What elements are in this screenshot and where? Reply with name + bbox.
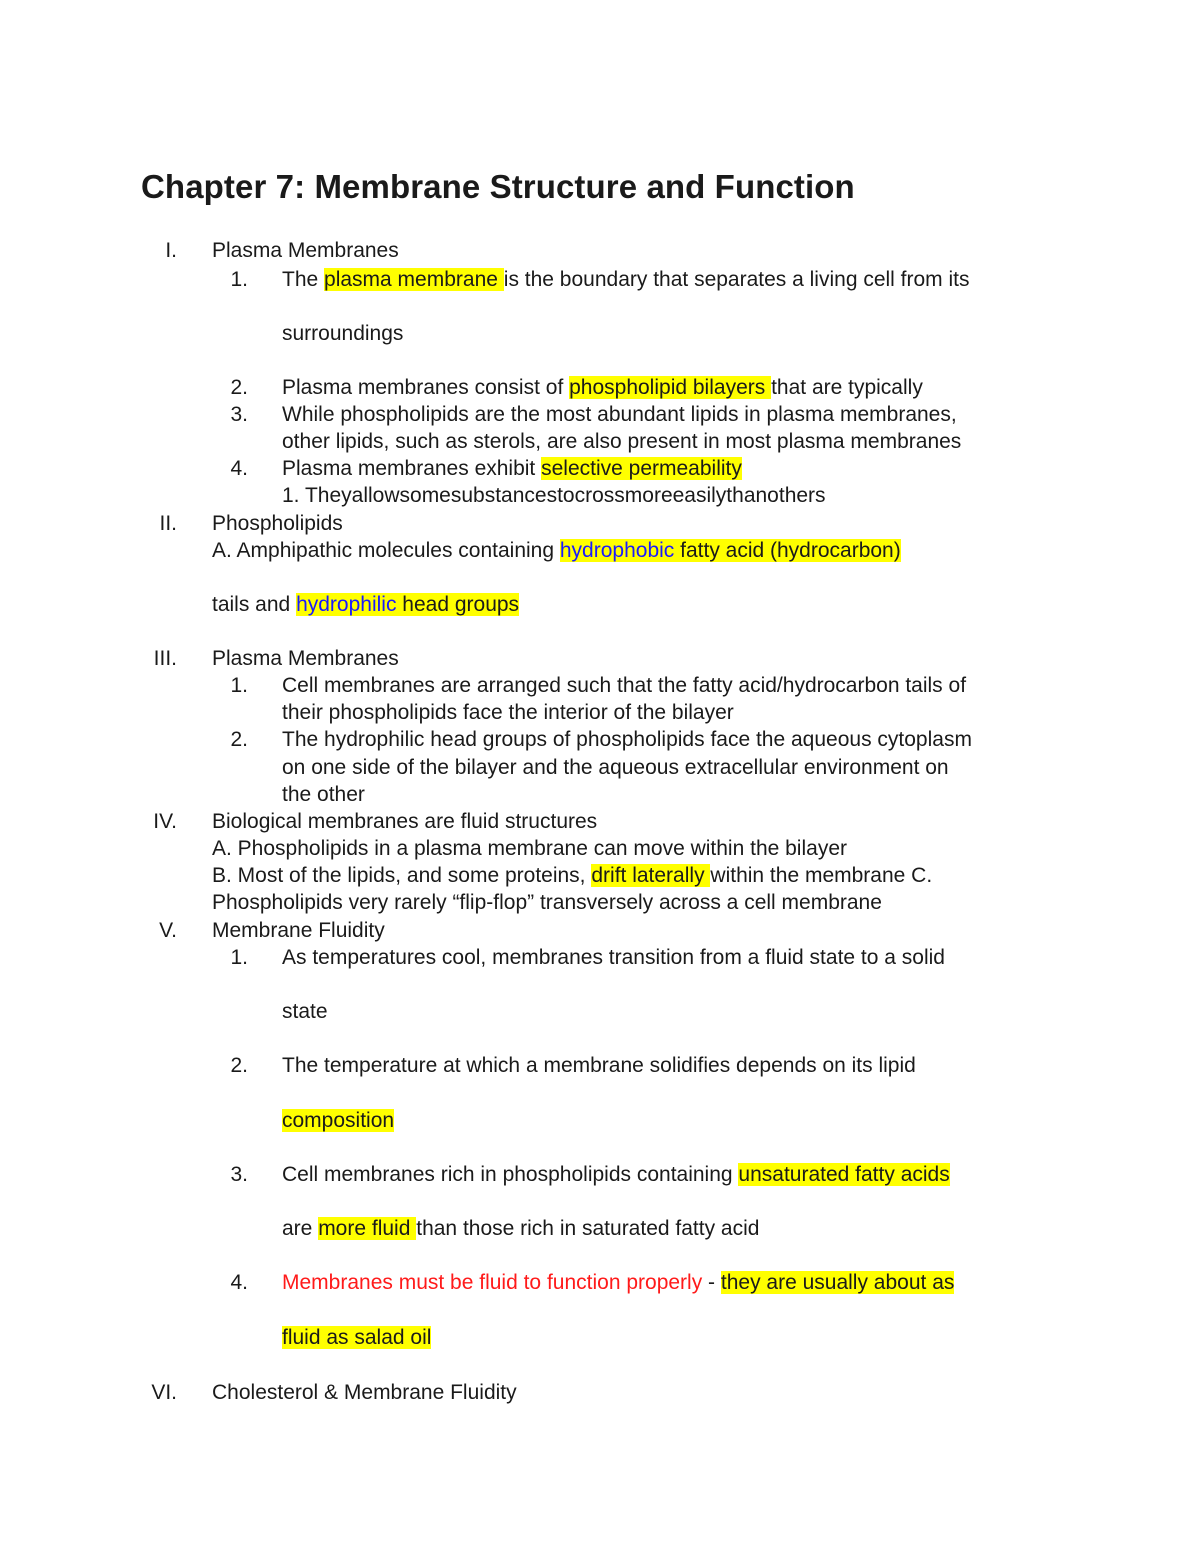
section-heading: Phospholipids bbox=[212, 512, 343, 535]
list-item-continuation: their phospholipids face the interior of the bilayer bbox=[282, 701, 734, 724]
highlighted-term: hydrophilic bbox=[296, 593, 397, 616]
highlighted-term: phospholipid bilayers bbox=[569, 376, 772, 399]
highlighted-term: more fluid bbox=[318, 1217, 417, 1240]
list-item: As temperatures cool, membranes transition from a fluid state to a solid bbox=[282, 946, 945, 969]
highlighted-term: drift laterally bbox=[591, 864, 711, 887]
sub-item: 1. Theyallowsomesubstancestocrossmoreeasilythanothers bbox=[282, 484, 826, 507]
highlighted-term: unsaturated fatty acids bbox=[738, 1163, 950, 1186]
highlighted-term: plasma membrane bbox=[324, 268, 504, 291]
sub-item: Phospholipids very rarely “flip-flop” transversely across a cell membrane bbox=[212, 891, 882, 914]
highlighted-term: hydrophobic bbox=[559, 539, 675, 562]
list-item: Plasma membranes exhibit selective permeability bbox=[282, 457, 742, 480]
item-number: 3. bbox=[230, 403, 248, 426]
list-item-continuation: the other bbox=[282, 783, 365, 806]
item-number: 2. bbox=[230, 1054, 248, 1077]
highlighted-term: they are usually about as bbox=[720, 1271, 955, 1294]
emphasized-text: Membranes must be fluid to function properly bbox=[282, 1271, 703, 1294]
list-item-continuation: are more fluid than those rich in saturated fatty acid bbox=[282, 1217, 760, 1240]
section-number: II. bbox=[159, 512, 177, 535]
sub-item: A. Phospholipids in a plasma membrane can move within the bilayer bbox=[212, 837, 847, 860]
list-item: While phospholipids are the most abundant lipids in plasma membranes, bbox=[282, 403, 957, 426]
list-item: The hydrophilic head groups of phospholipids face the aqueous cytoplasm bbox=[282, 728, 972, 751]
section-number: IV. bbox=[153, 810, 177, 833]
item-number: 3. bbox=[230, 1163, 248, 1186]
list-item-continuation: other lipids, such as sterols, are also present in most plasma membranes bbox=[282, 430, 962, 453]
list-item: Cell membranes are arranged such that the fatty acid/hydrocarbon tails of bbox=[282, 674, 967, 697]
item-number: 1. bbox=[230, 674, 248, 697]
list-item-continuation bbox=[282, 1324, 431, 1351]
chapter-title: Chapter 7: Membrane Structure and Function bbox=[141, 168, 855, 205]
highlighted-term: selective permeability bbox=[541, 457, 742, 480]
sub-item: B. Most of the lipids, and some proteins, drift laterally within the membrane C. bbox=[212, 864, 933, 887]
list-item-continuation: surroundings bbox=[282, 322, 404, 345]
section-number: V. bbox=[159, 919, 177, 942]
section-heading: Cholesterol & Membrane Fluidity bbox=[212, 1381, 517, 1404]
list-item: Cell membranes rich in phospholipids containing unsaturated fatty acids bbox=[282, 1163, 950, 1186]
highlighted-term: fatty acid (hydrocarbon) bbox=[674, 539, 901, 562]
item-number: 2. bbox=[230, 728, 248, 751]
highlighted-term: composition bbox=[282, 1109, 395, 1132]
section-number: III. bbox=[153, 647, 177, 670]
section-number: I. bbox=[165, 239, 177, 262]
highlighted-term: head groups bbox=[396, 593, 520, 616]
list-item: The temperature at which a membrane solidifies depends on its lipid bbox=[282, 1054, 916, 1077]
list-item-continuation bbox=[282, 1107, 394, 1134]
sub-item: A. Amphipathic molecules containing hydrophobic fatty acid (hydrocarbon) bbox=[212, 539, 901, 562]
section-heading: Biological membranes are fluid structures bbox=[212, 810, 598, 833]
item-number: 1. bbox=[230, 946, 248, 969]
item-number: 1. bbox=[230, 268, 248, 291]
item-number: 4. bbox=[230, 1271, 248, 1294]
section-heading: Membrane Fluidity bbox=[212, 919, 385, 942]
section-number: VI. bbox=[151, 1381, 177, 1404]
list-item: Membranes must be fluid to function properly - they are usually about as bbox=[282, 1271, 955, 1294]
item-number: 4. bbox=[230, 457, 248, 480]
list-item: Plasma membranes consist of phospholipid bilayers that are typically bbox=[282, 376, 923, 399]
highlighted-term: fluid as salad oil bbox=[282, 1326, 432, 1349]
section-heading: Plasma Membranes bbox=[212, 647, 399, 670]
list-item: The plasma membrane is the boundary that separates a living cell from its bbox=[282, 268, 970, 291]
section-heading: Plasma Membranes bbox=[212, 239, 399, 262]
sub-item-continuation: tails and hydrophilic head groups bbox=[212, 593, 520, 616]
item-number: 2. bbox=[230, 376, 248, 399]
list-item-continuation: on one side of the bilayer and the aqueous extracellular environment on bbox=[282, 756, 949, 779]
list-item-continuation: state bbox=[282, 1000, 328, 1023]
